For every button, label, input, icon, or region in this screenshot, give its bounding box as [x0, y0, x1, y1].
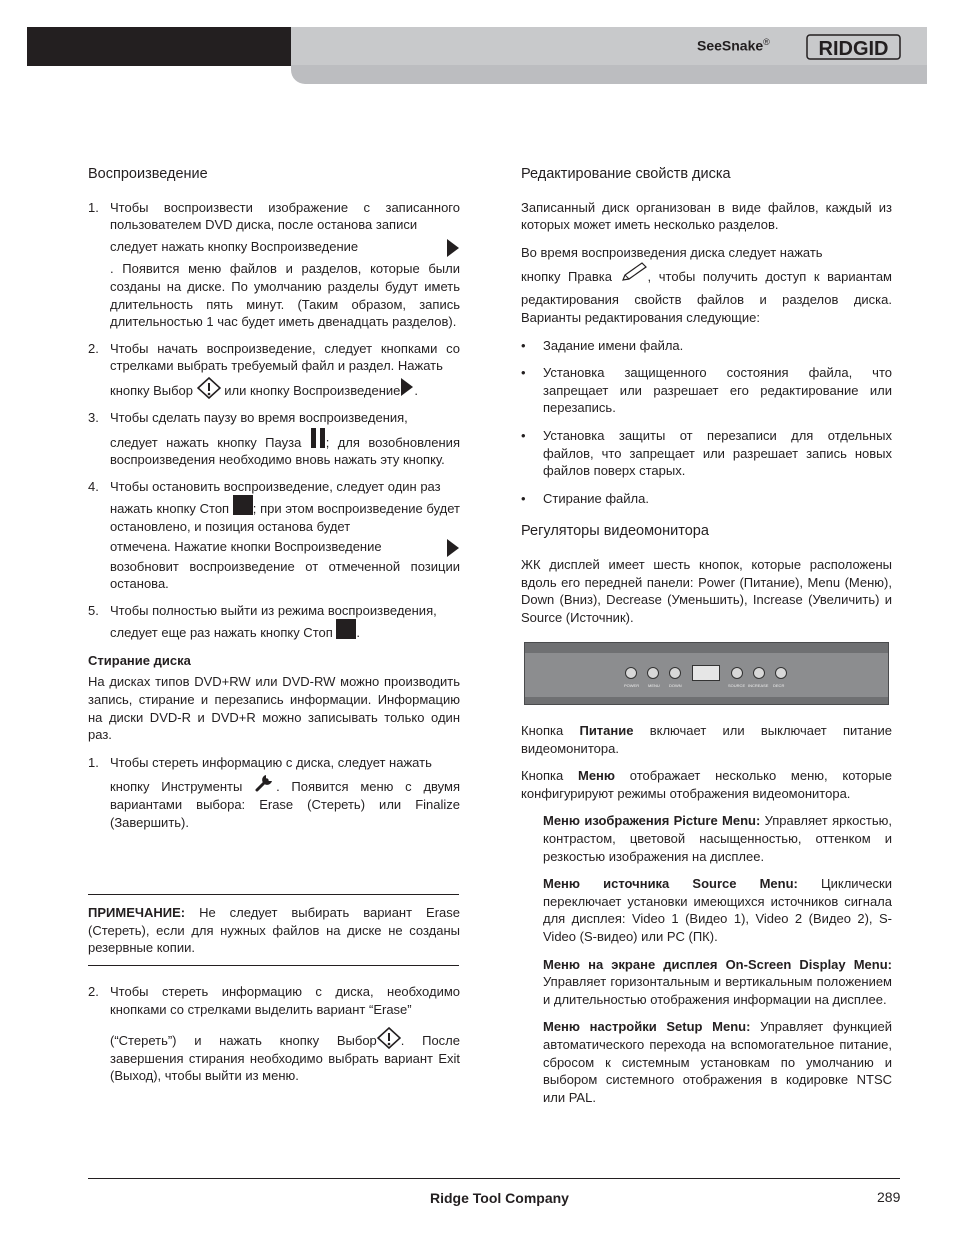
page-number: 289	[877, 1189, 901, 1205]
subheading-erase: Стирание диска	[88, 652, 191, 668]
bullet-item: • Установка защиты от перезаписи для отдельных файлов, что запрещает или разрешает запись новых файлов поверх старых.	[521, 427, 892, 479]
footer-rule	[88, 1178, 900, 1179]
down-button-graphic	[669, 667, 681, 679]
note-box: ПРИМЕЧАНИЕ: Не следует выбирать вариант Erase (Стереть), если для нужных файлов на диске не созданы резервные копии.	[88, 905, 460, 956]
paragraph: Кнопка Меню отображает несколько меню, которые конфигурируют режимы отображения видеомонитора.	[521, 768, 893, 801]
note-top-rule	[88, 894, 459, 895]
increase-button-graphic	[753, 667, 765, 679]
submenu-description: Меню на экране дисплея On-Screen Display Menu: Управляет горизонтальным и вертикальным положением и длительностью отображения информации на дисплее.	[543, 956, 892, 1007]
submenu-description: Меню изображения Picture Menu: Управляет яркостью, контрастом, цветовой насыщенностью, оттенком и резкостью изображения на дисплее.	[543, 813, 892, 864]
power-button-graphic	[625, 667, 637, 679]
header-tab	[291, 65, 927, 84]
stop-icon	[336, 619, 356, 639]
svg-text:RIDGID: RIDGID	[818, 38, 889, 60]
panel-label: DOWN	[669, 683, 682, 688]
list-item: 5. Чтобы полностью выйти из режима воспроизведения, следует еще раз нажать кнопку Стоп .	[88, 602, 437, 641]
panel-display-window	[692, 665, 720, 681]
play-icon	[446, 538, 460, 558]
brand-name: SeeSnake®	[697, 37, 770, 54]
play-icon	[400, 377, 414, 397]
decrease-button-graphic	[775, 667, 787, 679]
list-item: 4. Чтобы остановить воспроизведение, следует один раз нажать кнопку Стоп ; при этом воспроизведение будет остановлено, и позиция останова будет отмечена. Нажатие кнопки Воспроизведение возобновит воспроизведение от отмеченной позиции останова.	[88, 478, 460, 592]
bullet-item: • Стирание файла.	[521, 490, 649, 506]
bullet-item: • Задание имени файла.	[521, 337, 684, 353]
list-item: 1. Чтобы стереть информацию с диска, следует нажать кнопку Инструменты . Появится меню с двумя вариантами выбора: Erase (Стереть) или Finalize (Завершить).	[88, 754, 460, 830]
pause-icon	[310, 427, 326, 449]
note-bottom-rule	[88, 965, 459, 966]
right-column-lower	[521, 722, 892, 1106]
paragraph: Во время воспроизведения диска следует нажать кнопку Правка , чтобы получить доступ к вариантам редактирования свойств файлов и разделов диска. Варианты редактирования следующие:	[521, 244, 892, 325]
left-column-bottom	[88, 983, 460, 1085]
wrench-icon	[254, 771, 276, 793]
paragraph: Записанный диск организован в виде файлов, каждый из которых может иметь несколько разделов.	[521, 199, 892, 233]
panel-label: INCREASE	[748, 683, 769, 688]
list-item: 1. Чтобы воспроизвести изображение с записанного пользователем DVD диска, после останова записи следует нажать кнопку Воспроизведение . Появится меню файлов и разделов, которые были созданы на диске. По умолчанию разделы будут иметь длительность пять минут. (Таким образом, запись длительностью 1 час будет иметь двенадцать разделов).	[88, 199, 460, 330]
section-heading-edit: Редактирование свойств диска	[521, 166, 731, 182]
edit-pencil-icon	[620, 261, 648, 283]
panel-label: MENU	[648, 683, 660, 688]
left-column	[88, 166, 460, 831]
section-heading-monitor: Регуляторы видеомонитора	[521, 523, 709, 540]
section-heading-playback: Воспроизведение	[88, 166, 208, 182]
panel-label: SOURCE	[728, 683, 746, 688]
header-black-bar	[27, 27, 293, 66]
list-item: 2. Чтобы начать воспроизведение, следует кнопками со стрелками выбрать требуемый файл и раздел. Нажать кнопку Выбор или кнопку Воспроизведение .	[88, 340, 460, 398]
monitor-panel-photo	[524, 642, 889, 705]
panel-label: DECR	[773, 683, 785, 688]
paragraph: ЖК дисплей имеет шесть кнопок, которые расположены вдоль его передней панели: Power (Питание), Menu (Меню), Down (Вниз), Decrease (Уменьшить), Increase (Увеличить) и Source (Источник).	[521, 556, 892, 625]
list-item: 2. Чтобы стереть информацию с диска, необходимо кнопками со стрелками выделить вариант “Erase” (“Стереть”) и нажать кнопку Выбор . После завершения стирания необходимо выбрать вариант Exit (Выход), чтобы выйти из меню.	[88, 984, 460, 1084]
erase-paragraph: На дисках типов DVD+RW или DVD-RW можно производить запись, стирание и перезапись информации. Информацию на диски DVD-R и DVD+R можно записывать только один раз.	[88, 674, 460, 743]
select-icon	[377, 1027, 401, 1049]
stop-icon	[233, 495, 253, 515]
submenu-description: Меню источника Source Menu: Циклически переключает установки имеющихся источников сигнала для дисплея: Video 1 (Видео 1), Video 2 (Видео 2), S-Video (S-видео) или PC (ПК).	[543, 876, 893, 944]
bullet-item: • Установка защищенного состояния файла, что запрещает или разрешает его редактирование или перезапись.	[521, 365, 892, 416]
play-icon	[446, 238, 460, 258]
source-button-graphic	[731, 667, 743, 679]
submenu-description: Меню настройки Setup Menu: Управляет функцией автоматического перехода на вспомогательное питание, сбросом к системным установкам по умолчанию и выбором системного отображения в кодировке NTSC или PAL.	[543, 1019, 893, 1105]
list-item: 3. Чтобы сделать паузу во время воспроизведения, следует нажать кнопку Пауза ; для возобновления воспроизведения необходимо вновь нажать эту кнопку.	[88, 409, 460, 468]
paragraph: Кнопка Питание включает или выключает питание видеомонитора.	[521, 723, 892, 756]
select-icon	[197, 377, 221, 399]
panel-label: POWER	[624, 683, 640, 688]
footer-company: Ridge Tool Company	[430, 1190, 569, 1206]
right-column	[521, 166, 892, 626]
ridgid-logo	[806, 32, 902, 62]
menu-button-graphic	[647, 667, 659, 679]
